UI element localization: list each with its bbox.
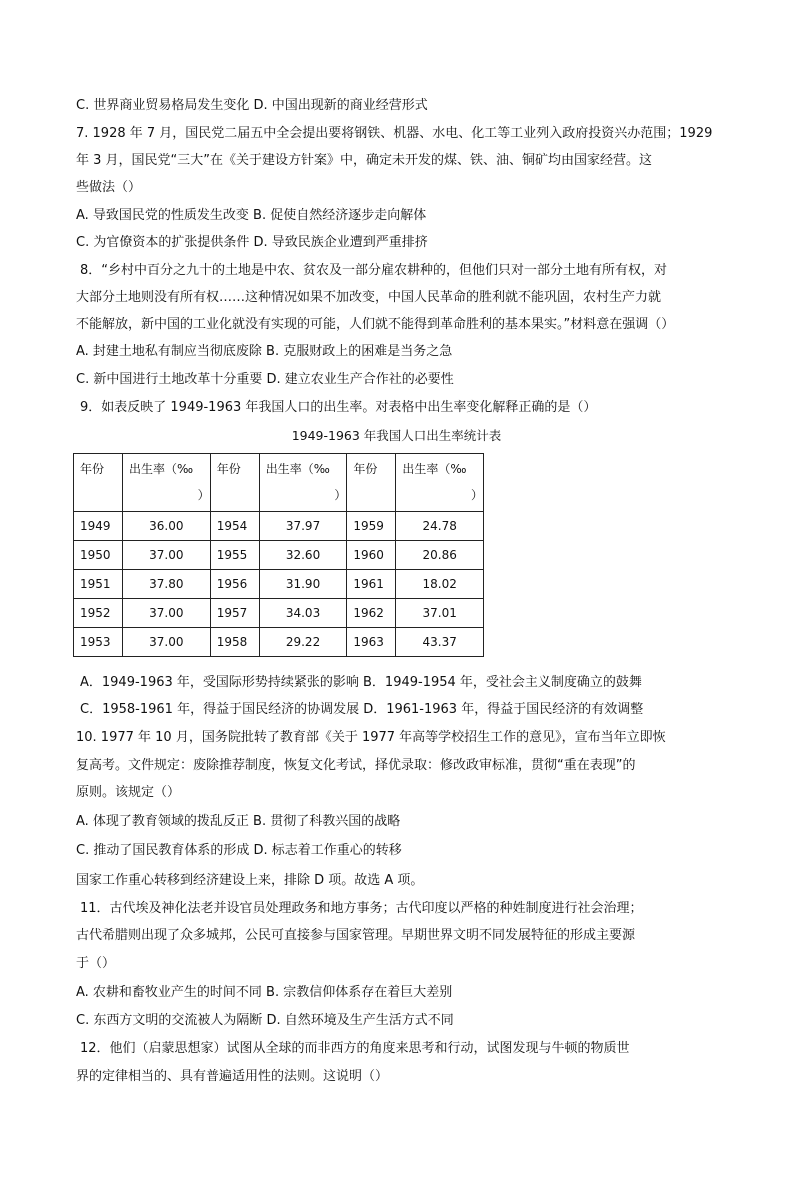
year-cell: 1963 xyxy=(347,628,396,657)
rate-cell: 20.86 xyxy=(396,541,484,570)
table-title: 1949-1963 年我国人口出生率统计表 xyxy=(291,428,502,443)
year-cell: 1960 xyxy=(347,541,396,570)
option-line: A．1949-1963 年，受国际形势持续紧张的影响 B．1949-1954 年，受社会主义制度确立的鼓舞 xyxy=(80,675,642,690)
table-row xyxy=(74,628,484,657)
rate-cell: 31.90 xyxy=(259,570,347,599)
question-12-line: 界的定律相当的、具有普遍适用性的法则。这说明（） xyxy=(76,1069,389,1084)
rate-cell: 37.97 xyxy=(259,512,347,541)
rate-cell: 37.00 xyxy=(123,541,211,570)
rate-cell: 34.03 xyxy=(259,599,347,628)
header-year: 年份 xyxy=(347,454,396,512)
year-cell: 1954 xyxy=(210,512,259,541)
rate-cell: 37.00 xyxy=(123,628,211,657)
option-line: A. 农耕和畜牧业产生的时间不同 B. 宗教信仰体系存在着巨大差别 xyxy=(76,985,453,1000)
rate-cell: 24.78 xyxy=(396,512,484,541)
question-11-line: 于（） xyxy=(76,956,116,971)
table-header-row xyxy=(74,454,484,512)
option-line: C. 为官僚资本的扩张提供条件 D. 导致民族企业遭到严重排挤 xyxy=(76,235,428,250)
birth-rate-table xyxy=(73,453,484,657)
option-line: C．1958-1961 年，得益于国民经济的协调发展 D．1961-1963 年，得益于国民经济的有效调整 xyxy=(80,702,644,717)
question-9-line: 9．如表反映了 1949-1963 年我国人口的出生率。对表格中出生率变化解释正确的是（） xyxy=(80,400,597,415)
year-cell: 1958 xyxy=(210,628,259,657)
option-line: A. 导致国民党的性质发生改变 B. 促使自然经济逐步走向解体 xyxy=(76,208,427,223)
year-cell: 1955 xyxy=(210,541,259,570)
question-8-line: 不能解放，新中国的工业化就没有实现的可能，人们就不能得到革命胜利的基本果实。”材料意在强调（） xyxy=(76,317,675,332)
rate-cell: 36.00 xyxy=(123,512,211,541)
year-cell: 1957 xyxy=(210,599,259,628)
year-cell: 1956 xyxy=(210,570,259,599)
header-rate: 出生率（‰ ） xyxy=(259,454,347,512)
question-11-line: 古代希腊则出现了众多城邦，公民可直接参与国家管理。早期世界文明不同发展特征的形成主要源 xyxy=(76,928,636,943)
question-7-line: 7. 1928 年 7 月，国民党二届五中全会提出要将钢铁、机器、水电、化工等工业列入政府投资兴办范围；1929 xyxy=(76,126,713,141)
question-10-line: 原则。该规定（） xyxy=(76,785,181,800)
option-line: C. 东西方文明的交流被人为隔断 D. 自然环境及生产生活方式不同 xyxy=(76,1013,454,1028)
year-cell: 1950 xyxy=(74,541,123,570)
option-line: C. 推动了国民教育体系的形成 D. 标志着工作重心的转移 xyxy=(76,843,402,858)
answer-explanation: 国家工作重心转移到经济建设上来，排除 D 项。故选 A 项。 xyxy=(76,873,424,888)
year-cell: 1953 xyxy=(74,628,123,657)
rate-cell: 37.80 xyxy=(123,570,211,599)
option-line: A. 体现了教育领域的拨乱反正 B. 贯彻了科教兴国的战略 xyxy=(76,814,401,829)
table-row xyxy=(74,541,484,570)
rate-cell: 37.01 xyxy=(396,599,484,628)
rate-cell: 43.37 xyxy=(396,628,484,657)
table-row xyxy=(74,599,484,628)
question-10-line: 复高考。文件规定：废除推荐制度，恢复文化考试，择优录取：修改政审标准，贯彻“重在表现”的 xyxy=(76,758,636,773)
header-rate: 出生率（‰ ） xyxy=(396,454,484,512)
year-cell: 1952 xyxy=(74,599,123,628)
rate-cell: 18.02 xyxy=(396,570,484,599)
question-7-line: 年 3 月，国民党“三大”在《关于建设方针案》中，确定未开发的煤、铁、油、铜矿均由国家经营。这 xyxy=(76,153,653,168)
option-line: C. 世界商业贸易格局发生变化 D. 中国出现新的商业经营形式 xyxy=(76,98,428,113)
option-line: A. 封建土地私有制应当彻底废除 B. 克服财政上的困难是当务之急 xyxy=(76,344,453,359)
option-line: C. 新中国进行土地改革十分重要 D. 建立农业生产合作社的必要性 xyxy=(76,372,454,387)
question-7-line: 些做法（） xyxy=(76,180,142,195)
rate-cell: 32.60 xyxy=(259,541,347,570)
rate-cell: 37.00 xyxy=(123,599,211,628)
question-10-line: 10. 1977 年 10 月，国务院批转了教育部《关于 1977 年高等学校招生工作的意见》，宣布当年立即恢 xyxy=(76,730,666,745)
year-cell: 1962 xyxy=(347,599,396,628)
table-row xyxy=(74,512,484,541)
year-cell: 1961 xyxy=(347,570,396,599)
header-year: 年份 xyxy=(210,454,259,512)
question-8-line: 8．“乡村中百分之九十的土地是中农、贫农及一部分雇农耕种的，但他们只对一部分土地有所有权，对 xyxy=(80,263,668,278)
year-cell: 1951 xyxy=(74,570,123,599)
year-cell: 1949 xyxy=(74,512,123,541)
rate-cell: 29.22 xyxy=(259,628,347,657)
year-cell: 1959 xyxy=(347,512,396,541)
question-11-line: 11．古代埃及神化法老并设官员处理政务和地方事务；古代印度以严格的种姓制度进行社会治理； xyxy=(80,901,643,916)
question-8-line: 大部分土地则没有所有权……这种情况如果不加改变，中国人民革命的胜利就不能巩固，农村生产力就 xyxy=(76,290,662,305)
header-year: 年份 xyxy=(74,454,123,512)
header-rate: 出生率（‰ ） xyxy=(123,454,211,512)
table-row xyxy=(74,570,484,599)
question-12-line: 12．他们（启蒙思想家）试图从全球的而非西方的角度来思考和行动，试图发现与牛顿的物质世 xyxy=(80,1041,630,1056)
